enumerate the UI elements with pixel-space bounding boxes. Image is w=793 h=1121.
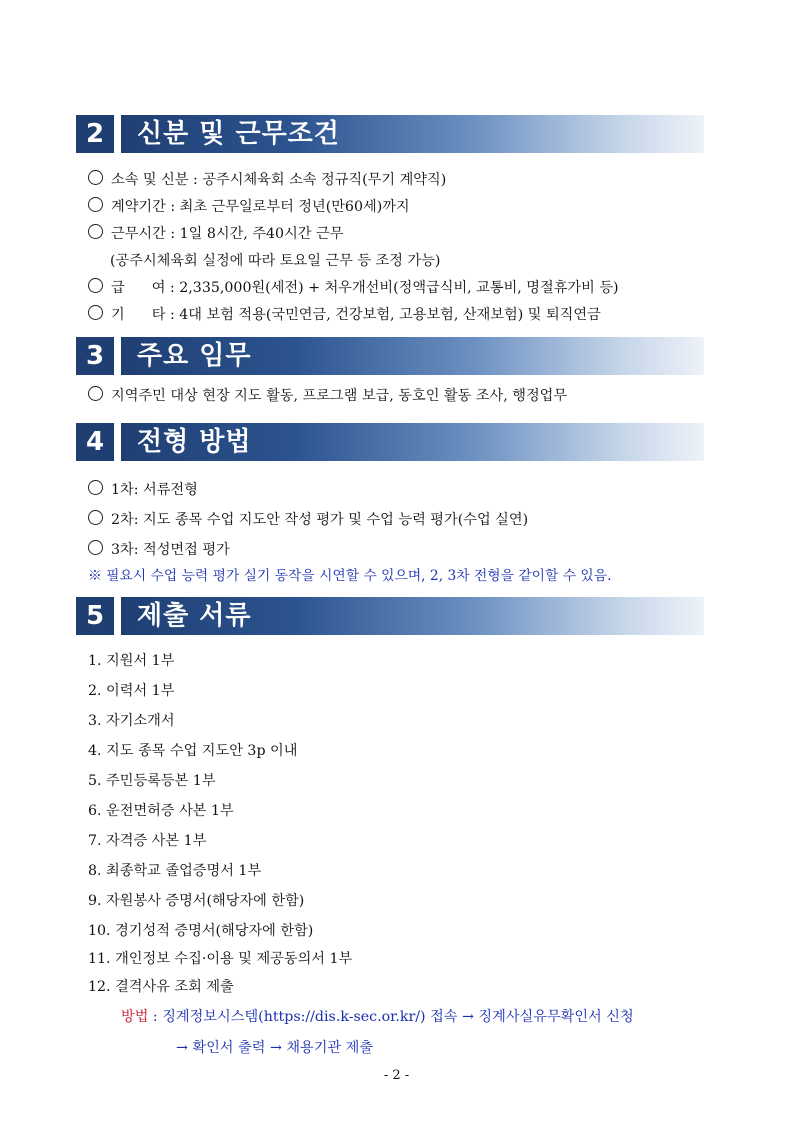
work-hours-note: (공주시체육회 실정에 따라 토요일 근무 등 조정 가능)	[110, 253, 441, 269]
list-item: 소속 및 신분 : 공주시체육회 소속 정규직(무기 계약직)	[88, 170, 446, 190]
section-title: 주요 임무	[137, 341, 252, 371]
page-number: - 2 -	[383, 1068, 410, 1083]
list-item: 2차: 지도 종목 수업 지도안 작성 평가 및 수업 능력 평가(수업 실연)	[88, 510, 528, 530]
circle-bullet-icon	[88, 278, 103, 293]
document-item: 8. 최종학교 졸업증명서 1부	[88, 863, 262, 879]
selection-note: ※ 필요시 수업 능력 평가 실기 동작을 시연할 수 있으며, 2, 3차 전형을 같이할 수 있음.	[88, 568, 612, 584]
circle-bullet-icon	[88, 170, 103, 185]
method-label: 방법	[121, 1009, 149, 1025]
document-item: 10. 경기성적 증명서(해당자에 한함)	[88, 923, 314, 939]
document-item: 4. 지도 종목 수업 지도안 3p 이내	[88, 743, 298, 759]
section-title-bar	[121, 115, 704, 153]
section-title-bar	[121, 337, 704, 375]
circle-bullet-icon	[88, 197, 103, 212]
circle-bullet-icon	[88, 540, 103, 555]
document-item: 11. 개인정보 수집·이용 및 제공동의서 1부	[88, 951, 353, 967]
section-title: 전형 방법	[137, 427, 252, 457]
document-item: 3. 자기소개서	[88, 713, 175, 729]
circle-bullet-icon	[88, 480, 103, 495]
method-line-1: 방법 : 징계정보시스템(https://dis.k-sec.or.kr/) 접속 → 징계사실유무확인서 신청	[121, 1009, 634, 1025]
document-item: 6. 운전면허증 사본 1부	[88, 803, 234, 819]
section-title-bar	[121, 423, 704, 461]
section-number: 4	[76, 423, 114, 461]
section-header-2	[76, 115, 704, 153]
circle-bullet-icon	[88, 510, 103, 525]
section-title: 제출 서류	[137, 601, 252, 631]
method-line-2: → 확인서 출력 → 채용기관 제출	[176, 1040, 374, 1056]
document-item: 12. 결격사유 조회 제출	[88, 979, 234, 995]
section-title: 신분 및 근무조건	[137, 119, 340, 149]
section-header-5	[76, 597, 704, 635]
section-header-3	[76, 337, 704, 375]
list-item: 1차: 서류전형	[88, 480, 198, 500]
document-item: 5. 주민등록등본 1부	[88, 773, 216, 789]
document-item: 7. 자격증 사본 1부	[88, 833, 207, 849]
list-item: 기 타 : 4대 보험 적용(국민연금, 건강보험, 고용보험, 산재보험) 및 퇴직연금	[88, 305, 601, 325]
section-number: 2	[76, 115, 114, 153]
circle-bullet-icon	[88, 224, 103, 239]
document-item: 1. 지원서 1부	[88, 653, 175, 669]
list-item: 3차: 적성면접 평가	[88, 540, 230, 560]
document-item: 2. 이력서 1부	[88, 683, 175, 699]
list-item: 급 여 : 2,335,000원(세전) + 처우개선비(정액급식비, 교통비, 명절휴가비 등)	[88, 278, 619, 298]
section-header-4	[76, 423, 704, 461]
list-item: 지역주민 대상 현장 지도 활동, 프로그램 보급, 동호인 활동 조사, 행정업무	[88, 386, 567, 406]
list-item: 근무시간 : 1일 8시간, 주40시간 근무	[88, 224, 343, 244]
list-item: 계약기간 : 최초 근무일로부터 정년(만60세)까지	[88, 197, 410, 217]
circle-bullet-icon	[88, 386, 103, 401]
document-item: 9. 자원봉사 증명서(해당자에 한함)	[88, 893, 305, 909]
circle-bullet-icon	[88, 305, 103, 320]
section-number: 5	[76, 597, 114, 635]
section-number: 3	[76, 337, 114, 375]
section-title-bar	[121, 597, 704, 635]
